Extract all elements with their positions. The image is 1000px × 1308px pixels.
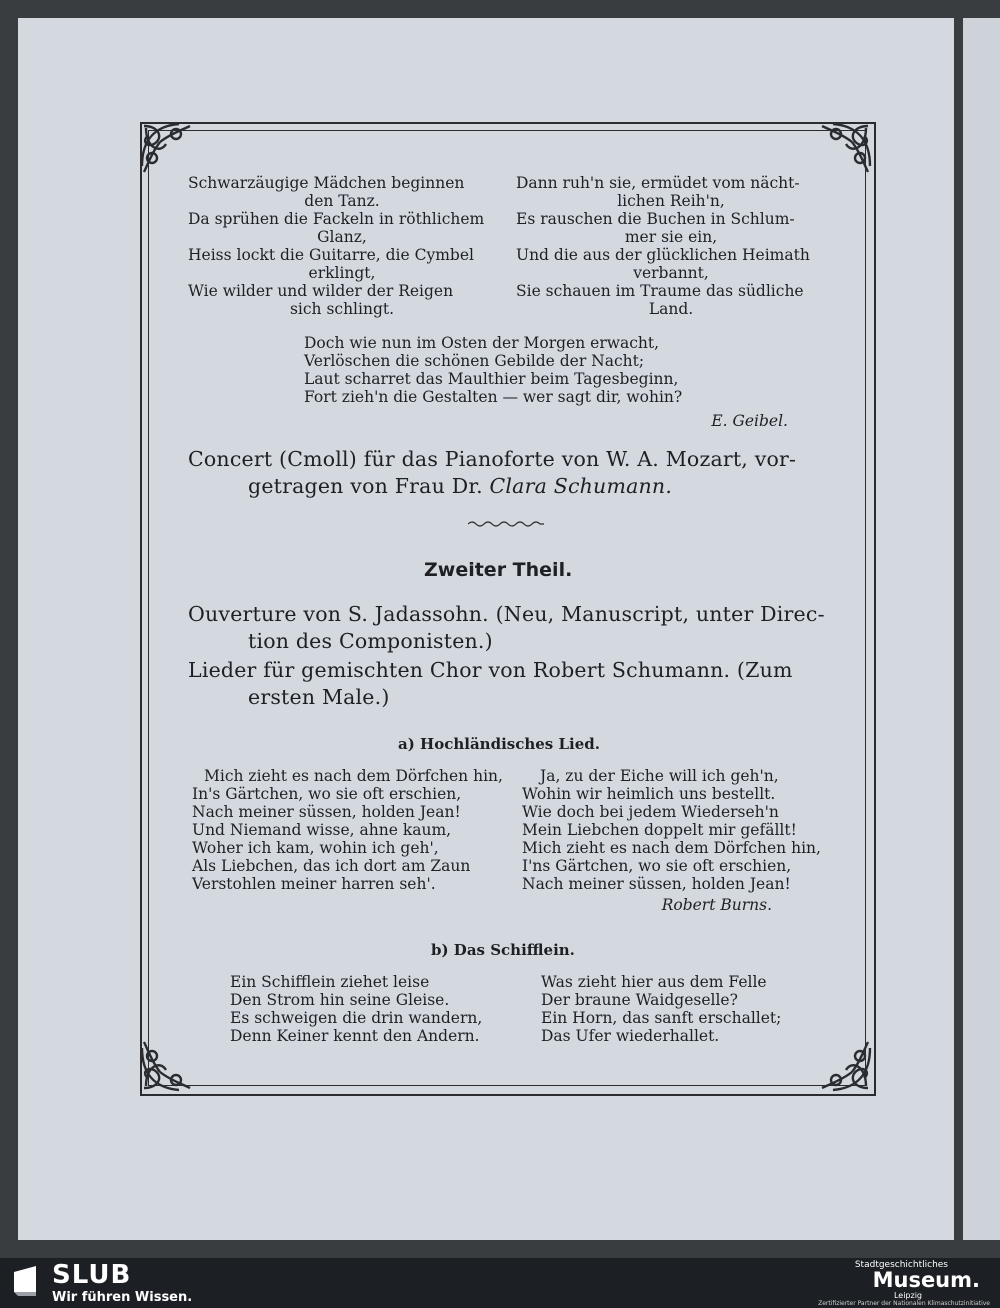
poem-line: Heiss lockt die Guitarre, die Cymbel [188, 246, 474, 264]
poem-line: Sie schauen im Traume das südliche [516, 282, 804, 300]
poem-line: Es rauschen die Buchen in Schlum- [516, 210, 795, 228]
poem-line-continuation: Land. [648, 300, 694, 318]
poem-line: Laut scharret das Maulthier beim Tagesbeginn, [304, 370, 679, 388]
poem-author: E. Geibel. [711, 412, 788, 430]
museum-certificate-note: Zertifizierter Partner der Nationalen Klimaschutzinitiative [818, 1300, 990, 1307]
poem-line: Fort zieh'n die Gestalten — wer sagt dir, wohin? [304, 388, 683, 406]
song-line: Verstohlen meiner harren seh'. [192, 875, 436, 893]
song-line: Nach meiner süssen, holden Jean! [522, 875, 791, 893]
song-line: Denn Keiner kennt den Andern. [230, 1027, 480, 1045]
section-heading: Zweiter Theil. [424, 559, 573, 581]
song-line: Mich zieht es nach dem Dörfchen hin, [204, 767, 503, 785]
poem-line-continuation: mer sie ein, [624, 228, 718, 246]
museum-name[interactable]: Museum. [872, 1268, 980, 1292]
poem-line-continuation: verbannt, [633, 264, 709, 282]
song-a-left-column [192, 767, 503, 893]
song-line: Der braune Waidgeselle? [541, 991, 738, 1009]
poem-line: Schwarzäugige Mädchen beginnen [188, 174, 465, 192]
slub-name[interactable]: SLUB [52, 1260, 132, 1290]
song-line: Nach meiner süssen, holden Jean! [192, 803, 461, 821]
song-line: Wie doch bei jedem Wiederseh'n [522, 803, 779, 821]
song-line: Das Ufer wiederhallet. [541, 1027, 720, 1045]
song-line: In's Gärtchen, wo sie oft erschien, [192, 785, 462, 803]
footer-bar [0, 1258, 1000, 1308]
poem-final-stanza [304, 334, 682, 406]
song-a-right-column [522, 767, 821, 893]
corner-ornament-top-left [134, 116, 194, 176]
poem-line-continuation: sich schlingt. [289, 300, 395, 318]
song-line: Ein Schifflein ziehet leise [230, 973, 430, 991]
corner-ornament-top-right [818, 116, 878, 176]
song-line: Den Strom hin seine Gleise. [230, 991, 450, 1009]
song-line: I'ns Gärtchen, wo sie oft erschien, [522, 857, 792, 875]
poem-line-continuation: lichen Reih'n, [617, 192, 725, 210]
corner-ornament-bottom-left [134, 1038, 194, 1098]
overture-line: Ouverture von S. Jadassohn. (Neu, Manuscript, unter Direc- [188, 602, 825, 626]
song-line: Es schweigen die drin wandern, [230, 1009, 483, 1027]
concert-line: Concert (Cmoll) für das Pianoforte von W. A. Mozart, vor- [188, 447, 797, 471]
corner-ornament-bottom-right [818, 1038, 878, 1098]
divider-ornament [468, 514, 544, 524]
song-a-title: a) Hochländisches Lied. [398, 735, 600, 753]
adjacent-page-edge [963, 18, 1000, 1240]
poem-line: Doch wie nun im Osten der Morgen erwacht, [304, 334, 660, 352]
poem-line: Und die aus der glücklichen Heimath [516, 246, 810, 264]
performer-name: Clara Schumann. [489, 474, 673, 498]
poem-line: Wie wilder und wilder der Reigen [188, 282, 454, 300]
poem-line-continuation: Glanz, [317, 228, 367, 246]
song-line: Und Niemand wisse, ahne kaum, [192, 821, 452, 839]
slub-logo-icon[interactable] [10, 1262, 40, 1298]
poem-line: Da sprühen die Fackeln in röthlichem [188, 210, 485, 228]
poem-line: Verlöschen die schönen Gebilde der Nacht; [304, 352, 645, 370]
song-line: Mein Liebchen doppelt mir gefällt! [522, 821, 797, 839]
lieder-line: Lieder für gemischten Chor von Robert Schumann. (Zum [188, 658, 793, 682]
song-b-title: b) Das Schifflein. [431, 941, 575, 959]
song-line: Was zieht hier aus dem Felle [541, 973, 767, 991]
song-line: Mich zieht es nach dem Dörfchen hin, [522, 839, 821, 857]
poem-right-column [516, 174, 826, 318]
lieder-line: ersten Male.) [248, 685, 390, 709]
poem-left-column [188, 174, 496, 318]
poem-line-continuation: den Tanz. [304, 192, 380, 210]
song-line: Als Liebchen, das ich dort am Zaun [192, 857, 471, 875]
museum-city: Leipzig [893, 1291, 922, 1300]
song-line: Ja, zu der Eiche will ich geh'n, [540, 767, 779, 785]
poem-line: Dann ruh'n sie, ermüdet vom nächt- [516, 174, 800, 192]
concert-line: getragen von Frau Dr. Clara Schumann. [248, 474, 673, 498]
song-b-left-column [230, 973, 482, 1045]
song-a-author: Robert Burns. [661, 896, 772, 914]
song-line: Wohin wir heimlich uns bestellt. [522, 785, 776, 803]
song-line: Ein Horn, das sanft erschallet; [541, 1009, 782, 1027]
poem-line-continuation: erklingt, [308, 264, 376, 282]
slub-tagline: Wir führen Wissen. [52, 1290, 193, 1305]
song-line: Woher ich kam, wohin ich geh', [192, 839, 439, 857]
museum-label-top: Stadtgeschichtliches [854, 1260, 948, 1270]
overture-line: tion des Componisten.) [248, 629, 493, 653]
song-b-right-column [541, 973, 781, 1045]
